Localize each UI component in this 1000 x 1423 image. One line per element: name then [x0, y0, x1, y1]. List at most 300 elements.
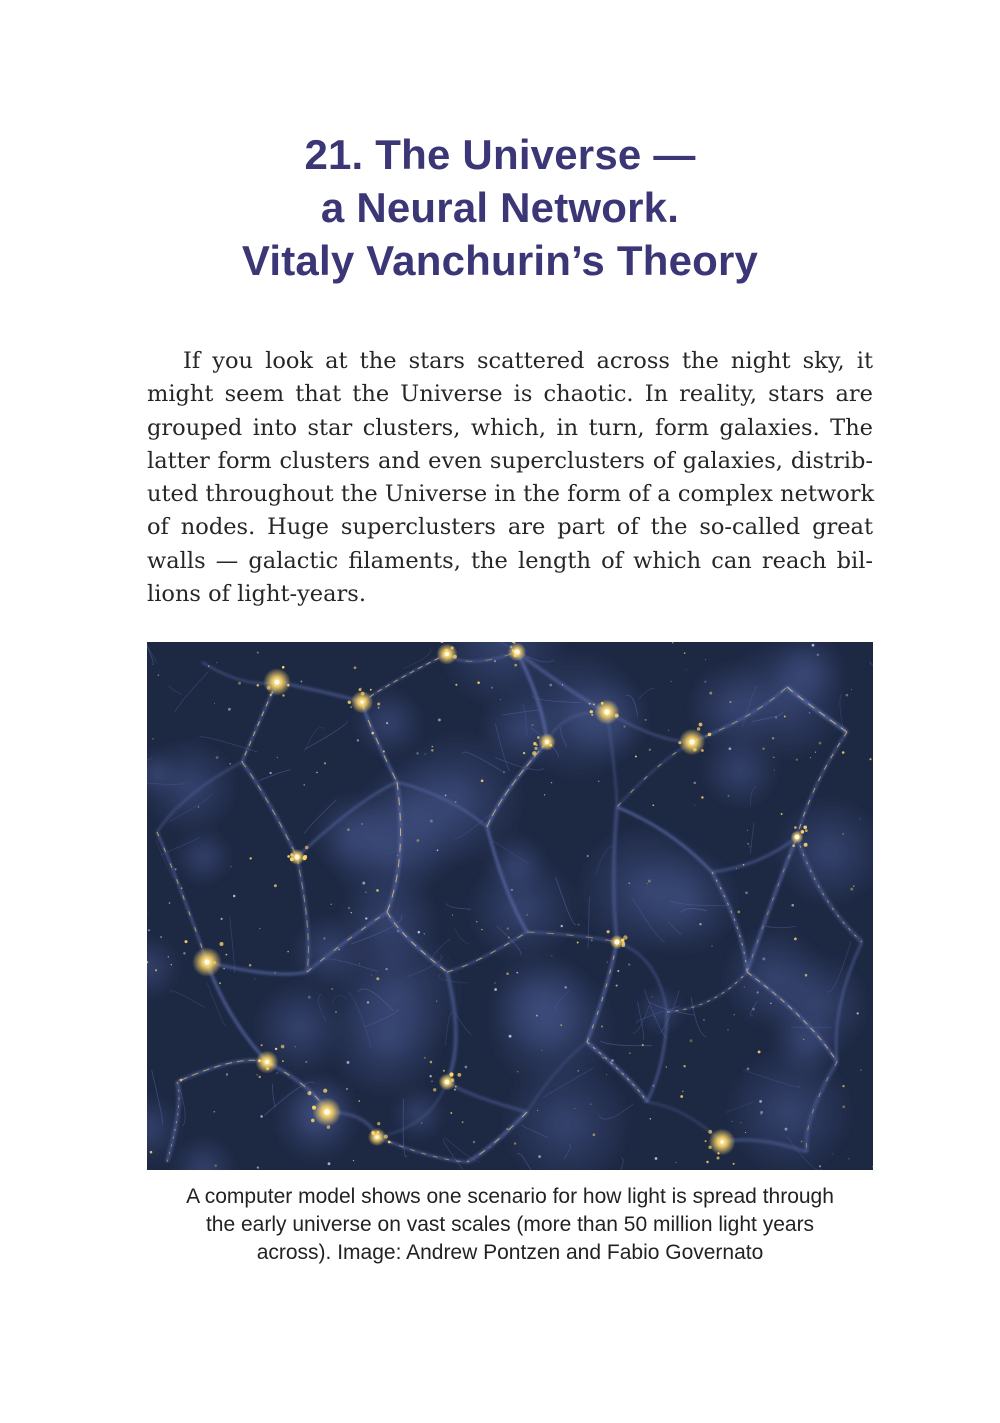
star-point	[649, 748, 652, 751]
star-point	[416, 752, 418, 754]
cluster-member	[384, 1135, 388, 1139]
star-point	[208, 665, 210, 667]
star-point	[560, 1024, 562, 1026]
galaxy-cluster-core	[604, 709, 610, 715]
star-point	[623, 725, 625, 727]
cluster-member	[805, 829, 808, 832]
star-point	[652, 1085, 654, 1087]
star-point	[747, 1068, 750, 1071]
nebula-haze	[292, 914, 367, 989]
star-point	[481, 779, 484, 782]
nebula-haze	[723, 642, 845, 762]
star-point	[606, 1074, 607, 1075]
star-point	[760, 1111, 763, 1114]
star-point	[323, 937, 325, 939]
chapter-title-line-3: Vitaly Vanchurin’s Theory	[241, 237, 759, 284]
star-point	[438, 718, 441, 721]
cluster-member	[290, 853, 293, 856]
star-point	[869, 758, 871, 760]
paragraph-line: lions of light-years.	[147, 581, 366, 608]
star-point	[257, 1166, 259, 1168]
star-point	[791, 904, 794, 907]
star-point	[324, 762, 326, 764]
star-point	[455, 801, 457, 803]
cluster-member	[290, 857, 294, 861]
star-point	[736, 868, 737, 869]
cluster-member	[445, 649, 448, 652]
star-point	[672, 642, 674, 643]
cluster-member	[258, 1059, 261, 1062]
star-point	[762, 957, 765, 960]
cluster-member	[514, 664, 517, 667]
star-point	[812, 644, 815, 647]
star-point	[250, 857, 252, 859]
cluster-member	[705, 1140, 707, 1142]
star-point	[523, 752, 525, 754]
star-point	[305, 1061, 307, 1063]
cluster-member	[372, 1132, 375, 1135]
star-point	[810, 757, 811, 758]
star-point	[276, 1072, 278, 1074]
star-point	[744, 986, 745, 987]
star-point	[611, 1059, 614, 1062]
star-point	[385, 968, 387, 970]
star-point	[228, 708, 231, 711]
image-caption	[150, 1183, 870, 1267]
star-point	[257, 652, 259, 654]
star-point	[303, 784, 304, 785]
nebula-haze	[488, 963, 616, 1091]
star-point	[809, 712, 811, 714]
star-point	[155, 969, 157, 971]
star-point	[233, 895, 236, 898]
star-point	[169, 902, 171, 904]
cluster-member	[708, 1146, 711, 1149]
star-point	[316, 772, 318, 774]
cluster-member	[281, 1045, 285, 1049]
star-point	[762, 747, 764, 749]
caption-line: across). Image: Andrew Pontzen and Fabio Governato	[256, 1241, 764, 1264]
cluster-member	[309, 1091, 311, 1093]
cluster-member	[443, 1070, 445, 1072]
star-point	[541, 1050, 542, 1051]
cluster-member	[266, 1067, 269, 1070]
star-point	[214, 1164, 217, 1167]
galaxy-cluster-core	[445, 1080, 450, 1085]
star-point	[671, 681, 672, 682]
galaxy-cluster-core	[545, 740, 549, 744]
caption-line: A computer model shows one scenario for how light is spread through	[186, 1185, 834, 1208]
star-point	[846, 694, 849, 697]
star-point	[376, 977, 379, 980]
cluster-member	[451, 646, 454, 649]
cosmic-web-illustration	[147, 642, 873, 1170]
star-point	[454, 1089, 456, 1091]
star-point	[801, 1141, 803, 1143]
cluster-member	[361, 692, 365, 696]
star-point	[397, 855, 398, 856]
cosmic-web-image	[147, 642, 873, 1170]
star-point	[436, 1000, 437, 1001]
star-point	[628, 882, 630, 884]
cluster-member	[287, 684, 289, 686]
cluster-member	[615, 714, 619, 718]
cluster-member	[708, 733, 711, 736]
star-point	[526, 914, 527, 915]
star-point	[450, 1112, 452, 1114]
star-point	[256, 1074, 258, 1076]
star-point	[761, 1114, 762, 1115]
star-point	[365, 917, 367, 919]
star-point	[477, 681, 480, 684]
star-point	[772, 737, 774, 739]
star-point	[537, 1110, 538, 1111]
star-point	[694, 782, 697, 785]
star-point	[675, 1162, 676, 1163]
star-point	[781, 813, 783, 815]
star-point	[857, 1012, 859, 1014]
star-point	[231, 866, 232, 867]
star-point	[516, 972, 518, 974]
star-point	[168, 956, 169, 957]
cluster-member	[590, 710, 593, 713]
star-point	[386, 722, 388, 724]
galaxy-cluster-core	[360, 700, 363, 703]
star-point	[397, 930, 400, 933]
star-point	[507, 927, 509, 929]
cluster-member	[223, 968, 225, 970]
star-point	[574, 1108, 575, 1109]
paragraph-line: uted throughout the Universe in the form of a complex network	[147, 481, 875, 508]
star-point	[455, 684, 457, 686]
star-point	[832, 1153, 833, 1154]
star-point	[160, 936, 162, 938]
paragraph-line: latter form clusters and even superclusters of galaxies, distrib-	[147, 447, 873, 474]
star-point	[503, 771, 505, 773]
star-point	[727, 1029, 728, 1030]
star-point	[379, 795, 380, 796]
star-point	[346, 1088, 348, 1090]
star-point	[481, 929, 482, 930]
star-point	[578, 924, 580, 926]
paragraph-line: grouped into star clusters, which, in turn, form galaxies. The	[147, 414, 873, 441]
star-point	[421, 1122, 422, 1123]
star-point	[785, 1128, 788, 1131]
star-point	[817, 653, 820, 656]
cluster-member	[607, 930, 610, 933]
star-point	[734, 1014, 735, 1015]
star-point	[473, 1141, 476, 1144]
star-point	[359, 963, 360, 964]
star-point	[354, 666, 357, 669]
star-point	[747, 843, 748, 844]
star-point	[650, 1118, 651, 1119]
star-point	[351, 912, 352, 913]
star-point	[709, 692, 712, 695]
star-point	[416, 839, 419, 842]
cluster-member	[377, 1122, 380, 1125]
galaxy-cluster-core	[795, 835, 800, 840]
paragraph-line: If you look at the stars scattered across the night sky, it	[183, 348, 873, 374]
star-point	[645, 719, 647, 721]
star-point	[274, 972, 276, 974]
star-point	[743, 864, 745, 866]
star-point	[774, 769, 775, 770]
star-point	[347, 828, 350, 831]
star-point	[647, 883, 648, 884]
cluster-member	[270, 694, 272, 696]
star-point	[445, 795, 447, 797]
cluster-member	[348, 701, 351, 704]
cluster-member	[220, 942, 224, 946]
star-point	[514, 1142, 516, 1144]
nebula-haze	[772, 1010, 840, 1078]
star-point	[358, 1100, 360, 1102]
star-point	[705, 659, 706, 660]
star-point	[564, 986, 567, 989]
star-point	[538, 1155, 541, 1158]
star-point	[683, 1065, 685, 1067]
cluster-member	[433, 1088, 436, 1091]
star-point	[214, 703, 215, 704]
star-point	[752, 1008, 755, 1011]
cluster-member	[621, 939, 624, 942]
star-point	[365, 891, 366, 892]
paragraph-line: might seem that the Universe is chaotic. In reality, stars are	[147, 381, 873, 408]
nebula-haze	[393, 1088, 445, 1140]
star-point	[694, 805, 695, 806]
cluster-member	[512, 650, 514, 652]
cluster-member	[537, 736, 540, 739]
cluster-member	[213, 961, 216, 964]
nebula-haze	[327, 789, 446, 908]
star-point	[815, 752, 816, 753]
star-point	[773, 757, 774, 758]
paragraph-line: walls — galactic filaments, the length of which can reach bil-	[147, 547, 873, 574]
star-point	[758, 1050, 761, 1053]
paragraph-line: of nodes. Huge superclusters are part of the so-called great	[147, 514, 873, 541]
star-point	[602, 1057, 604, 1059]
star-point	[175, 868, 177, 870]
cluster-member	[706, 1161, 708, 1163]
star-point	[819, 1165, 821, 1167]
star-point	[491, 687, 493, 689]
cluster-member	[282, 1060, 284, 1062]
star-point	[652, 996, 653, 997]
star-point	[269, 772, 271, 774]
cluster-member	[377, 703, 380, 706]
star-point	[295, 1046, 296, 1047]
star-point	[229, 763, 231, 765]
cluster-member	[804, 843, 808, 847]
star-point	[331, 988, 333, 990]
cluster-member	[717, 1152, 719, 1154]
star-point	[476, 921, 477, 922]
star-point	[729, 701, 731, 703]
star-point	[628, 963, 630, 965]
star-point	[711, 945, 712, 946]
star-point	[452, 915, 453, 916]
star-point	[378, 707, 380, 709]
star-point	[819, 742, 822, 745]
star-point	[740, 1122, 741, 1123]
cluster-member	[323, 1089, 327, 1093]
star-point	[796, 758, 798, 760]
star-point	[158, 674, 160, 676]
galaxy-cluster-core	[720, 1140, 723, 1143]
cluster-member	[794, 826, 797, 829]
cluster-member	[549, 744, 552, 747]
star-point	[221, 918, 223, 920]
star-point	[842, 1085, 844, 1087]
star-point	[551, 782, 553, 784]
star-point	[425, 753, 426, 754]
star-point	[367, 1001, 370, 1004]
cluster-member	[259, 1076, 261, 1078]
galaxy-cluster-core	[324, 1109, 330, 1115]
star-point	[371, 732, 374, 735]
star-point	[729, 747, 732, 750]
star-point	[666, 1066, 668, 1068]
star-point	[587, 855, 589, 857]
star-point	[536, 1015, 538, 1017]
star-point	[362, 882, 365, 885]
star-point	[287, 951, 289, 953]
star-point	[338, 949, 340, 951]
cluster-member	[534, 747, 537, 750]
cluster-member	[699, 723, 703, 727]
star-point	[508, 937, 510, 939]
star-point	[494, 988, 497, 991]
star-point	[853, 885, 854, 886]
star-point	[308, 996, 311, 999]
star-point	[214, 1111, 215, 1112]
chapter-title-line-1: 21. The Universe —	[304, 131, 696, 178]
star-point	[747, 830, 748, 831]
cluster-member	[311, 1119, 315, 1123]
star-point	[431, 749, 434, 752]
star-point	[859, 818, 860, 819]
star-point	[850, 888, 853, 891]
cluster-member	[803, 826, 807, 830]
cluster-member	[451, 1079, 454, 1082]
star-point	[494, 660, 496, 662]
nebula-haze	[631, 846, 740, 955]
star-point	[749, 846, 750, 847]
cluster-member	[453, 655, 457, 659]
cluster-member	[532, 751, 536, 755]
cluster-member	[536, 744, 538, 746]
cluster-member	[388, 1141, 391, 1144]
cluster-member	[678, 741, 681, 744]
star-point	[357, 739, 359, 741]
cluster-member	[302, 856, 306, 860]
star-point	[727, 795, 729, 797]
star-point	[383, 750, 385, 752]
star-point	[418, 931, 421, 934]
galaxy-cluster-core	[265, 1060, 269, 1064]
star-point	[300, 681, 302, 683]
star-point	[805, 974, 808, 977]
star-point	[759, 1100, 762, 1103]
star-point	[668, 730, 669, 731]
star-point	[616, 985, 618, 987]
star-point	[784, 716, 786, 718]
star-point	[770, 1003, 771, 1004]
star-point	[254, 978, 255, 979]
star-point	[578, 1070, 579, 1071]
cluster-member	[701, 749, 704, 752]
star-point	[704, 681, 706, 683]
star-point	[654, 1016, 655, 1017]
star-point	[591, 939, 593, 941]
star-point	[551, 955, 552, 956]
star-point	[848, 1158, 849, 1159]
cluster-member	[377, 1131, 380, 1134]
galaxy-cluster-core	[274, 679, 279, 684]
cluster-member	[305, 846, 309, 850]
star-point	[500, 699, 501, 700]
star-point	[577, 942, 579, 944]
cluster-member	[350, 706, 352, 708]
star-point	[150, 1151, 153, 1154]
star-point	[216, 756, 219, 759]
cluster-member	[287, 855, 290, 858]
star-point	[509, 1035, 512, 1038]
star-point	[238, 682, 241, 685]
star-point	[561, 925, 563, 927]
cluster-member	[370, 689, 372, 691]
star-point	[544, 794, 545, 795]
cluster-member	[185, 940, 188, 943]
galaxy-cluster-core	[295, 855, 300, 860]
star-point	[690, 1039, 693, 1042]
star-point	[775, 716, 777, 718]
galaxy-cluster-core	[445, 652, 449, 656]
star-point	[686, 669, 687, 670]
star-point	[376, 889, 379, 892]
star-point	[259, 928, 260, 929]
cluster-member	[717, 1157, 720, 1160]
chapter-title	[0, 128, 1000, 287]
cluster-member	[801, 830, 805, 834]
star-point	[430, 1061, 433, 1064]
star-point	[462, 1121, 464, 1123]
nebula-haze	[467, 854, 576, 963]
star-point	[148, 929, 150, 931]
star-point	[506, 1128, 508, 1130]
star-point	[699, 923, 701, 925]
star-point	[431, 1081, 432, 1082]
star-point	[353, 1160, 354, 1161]
galaxy-cluster-core	[204, 959, 209, 964]
star-point	[745, 891, 748, 894]
caption-line: the early universe on vast scales (more than 50 million light years	[205, 1213, 815, 1236]
star-point	[424, 933, 426, 935]
star-point	[607, 962, 608, 963]
cluster-member	[693, 748, 697, 752]
cluster-member	[226, 954, 228, 956]
star-point	[703, 1019, 705, 1021]
star-point	[361, 823, 363, 825]
chapter-title-line-2: a Neural Network.	[320, 184, 680, 231]
star-point	[598, 781, 599, 782]
star-point	[629, 1052, 631, 1054]
cluster-member	[697, 727, 700, 730]
galaxy-cluster-core	[615, 940, 620, 945]
star-point	[348, 907, 350, 909]
star-point	[601, 1026, 603, 1028]
